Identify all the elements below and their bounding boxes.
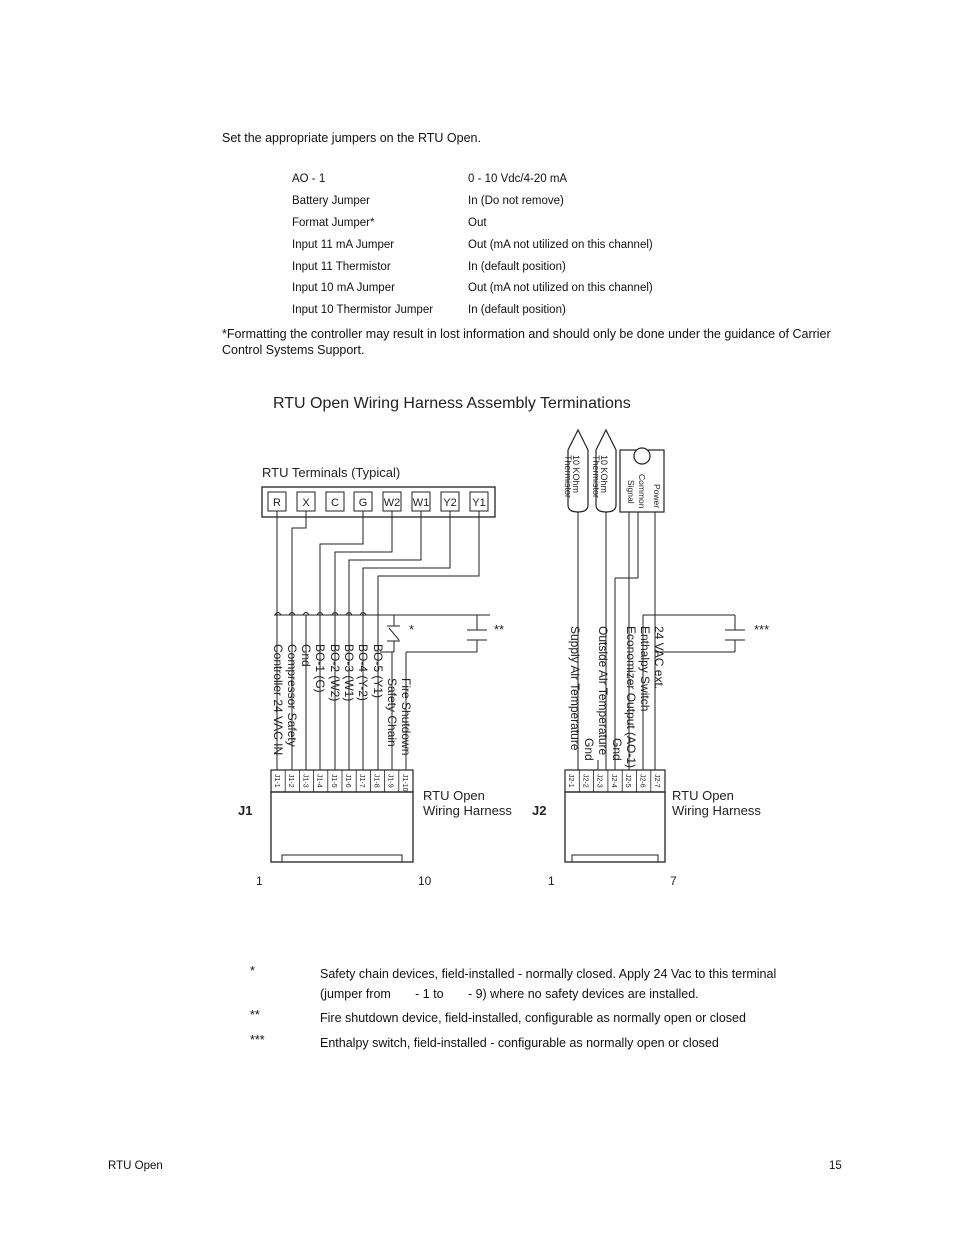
- j2-pin-label: J2-1: [567, 774, 574, 788]
- table-row: [292, 234, 692, 256]
- legend-text: [320, 1008, 820, 1028]
- j1-connector-body: [271, 792, 413, 862]
- terminal-label: C: [331, 497, 339, 509]
- jumper-name: AO - 1: [292, 172, 326, 185]
- jumper-name: Input 11 mA Jumper: [292, 238, 395, 251]
- j1-wire: [320, 511, 363, 770]
- jumper-name: Input 10 mA Jumper: [292, 282, 395, 295]
- j1-pin-label: J1-9: [386, 774, 394, 788]
- j1-wires: [275, 511, 479, 770]
- rtu-terminals-title: RTU Terminals (Typical): [262, 465, 401, 480]
- jumper-name: Format Jumper*: [292, 216, 375, 229]
- j1-wire-label: Compressor Safety: [285, 644, 299, 747]
- j1-pin-label: J1-6: [344, 774, 351, 788]
- terminal-label: W1: [412, 497, 430, 509]
- jumper-value: In (default position): [468, 260, 566, 273]
- legend-line: Safety chain devices, field-installed - normally closed. Apply 24 Vac to this terminal: [320, 967, 777, 981]
- diagram-title: RTU Open Wiring Harness Assembly Terminations: [273, 395, 631, 412]
- terminal-label: W2: [383, 497, 401, 509]
- enthalpy-common: Common: [637, 474, 647, 509]
- table-row: [292, 256, 692, 278]
- j2-pin-label: J2-3: [595, 774, 603, 788]
- j2-wire-label: Gnd: [582, 738, 596, 761]
- legend-line: Enthalpy switch, field-installed - configurable as normally open or closed: [320, 1036, 719, 1050]
- j2-wires: [598, 512, 745, 770]
- j2-pins: [567, 770, 660, 792]
- jumper-name: Battery Jumper: [292, 194, 370, 207]
- j2-harness-line2: Wiring Harness: [672, 803, 761, 818]
- j2-connector-body: [565, 792, 665, 862]
- j2-harness-line1: RTU Open: [672, 788, 734, 803]
- legend-symbol: *: [250, 964, 255, 978]
- thermistor-2-label-a: 10 KOhm: [599, 455, 609, 494]
- enthalpy-sensor-icon: [634, 448, 650, 464]
- legend-symbol: ***: [250, 1033, 265, 1047]
- j1-pin-label: J1-5: [329, 774, 337, 788]
- j2-range-end: 7: [670, 874, 677, 888]
- j2-wire-label: 24 VAC ext.: [652, 626, 666, 690]
- j2-pin-label: J2-2: [581, 774, 589, 788]
- jumper-value: Out (mA not utilized on this channel): [468, 238, 653, 251]
- legend-line: (jumper from - 1 to - 9) where no safety devices are installed.: [320, 987, 699, 1001]
- j1-pin-label: J1-2: [287, 774, 295, 788]
- marker-single: *: [409, 622, 415, 637]
- j1-label: J1: [238, 803, 253, 818]
- table-row: [292, 190, 692, 212]
- j1-pin-label: J1-7: [358, 774, 366, 788]
- legend-text: [320, 1033, 820, 1053]
- jumper-value: Out: [468, 216, 487, 229]
- j2-pin-label: J2-6: [638, 774, 646, 788]
- footer-title: RTU Open: [108, 1160, 163, 1172]
- jumper-value: Out (mA not utilized on this channel): [468, 282, 653, 295]
- enthalpy-signal: Signal: [626, 480, 636, 504]
- table-row: [292, 277, 692, 299]
- j2-wire-label: Economizer Output (AO-1): [624, 626, 638, 769]
- marker-double: **: [494, 622, 505, 637]
- rtu-terminals: [268, 492, 488, 511]
- j1-wire-label: Fire Shutdown: [399, 678, 413, 756]
- j2-wire-labels: [568, 626, 666, 768]
- terminal-label: Y2: [443, 497, 457, 509]
- terminal-label: G: [358, 497, 368, 509]
- j1-wire-label: BO-2 (W2): [328, 644, 342, 702]
- j1-pin-label: J1-10: [400, 774, 408, 792]
- page-number: 15: [829, 1160, 842, 1172]
- terminal-label: R: [273, 497, 281, 509]
- j1-wire-label: BO-3 (W1): [342, 644, 356, 702]
- legend-line: Fire shutdown device, field-installed, configurable as normally open or closed: [320, 1011, 746, 1025]
- marker-triple: ***: [754, 622, 770, 637]
- terminal-label: Y1: [472, 497, 486, 509]
- j1-wire-label: BO-4 (Y-2): [356, 644, 370, 701]
- legend-text: [320, 964, 820, 1004]
- thermistor-1-label-a: 10 KOhm: [571, 455, 581, 494]
- j1-pin-label: J1-3: [301, 774, 309, 788]
- jumper-value: In (default position): [468, 304, 566, 317]
- jumper-value: 0 - 10 Vdc/4-20 mA: [468, 172, 568, 185]
- j2-wire-label: Supply Air Temperature: [568, 626, 582, 751]
- jumper-name: Input 10 Thermistor Jumper: [292, 304, 434, 317]
- j1-wire-label: BO-5 (Y1): [371, 644, 385, 699]
- j1-wire-label: Safety Chain: [385, 678, 399, 747]
- j2-pin-label: J2-5: [624, 774, 632, 788]
- j1-pin-label: J1-1: [273, 774, 280, 788]
- j1-pins: [273, 770, 408, 792]
- enthalpy-power: Power: [652, 484, 662, 509]
- thermistor-1-label-b: Thermistor: [563, 455, 573, 499]
- j1-harness-line1: RTU Open: [423, 788, 485, 803]
- j2-wire-label: Outside Air Temperature: [596, 626, 610, 756]
- j2-range-start: 1: [548, 874, 555, 888]
- format-note: *Formatting the controller may result in lost information and should only be done under the guidance of Carrier Control Systems Support.: [222, 327, 831, 357]
- table-row: [292, 299, 692, 321]
- j1-connector-lip: [282, 855, 402, 862]
- j1-range-end: 10: [418, 874, 432, 888]
- j1-wire-label: BO-1 (G): [313, 644, 327, 693]
- j2-wire-label: Gnd: [610, 738, 624, 761]
- intro-text: Set the appropriate jumpers on the RTU Open.: [222, 131, 481, 145]
- jumper-value: In (Do not remove): [468, 194, 564, 207]
- j1-pin-label: J1-4: [315, 774, 323, 788]
- j1-harness-line2: Wiring Harness: [423, 803, 512, 818]
- fire-shutdown-contact: [406, 615, 487, 770]
- j1-pin-label: J1-8: [372, 774, 380, 788]
- j2-pin-label: J2-7: [652, 774, 660, 788]
- thermistor-2-label-b: Thermistor: [591, 455, 601, 499]
- j2-wire-label: Enthalpy Switch: [638, 626, 652, 712]
- table-row: [292, 168, 692, 190]
- j2-pin-label: J2-4: [609, 774, 617, 788]
- table-row: [292, 212, 692, 234]
- jumper-name: Input 11 Thermistor: [292, 260, 391, 273]
- j2-connector-lip: [572, 855, 658, 862]
- wiring-diagram: [0, 380, 954, 910]
- legend-symbol: **: [250, 1008, 260, 1022]
- j1-range-start: 1: [256, 874, 263, 888]
- jumper-table: [292, 168, 692, 321]
- j1-wire-label: Gnd: [299, 644, 313, 667]
- j2-label: J2: [532, 803, 547, 818]
- terminal-label: X: [302, 497, 310, 509]
- j1-wire-label: Controller 24 VAC IN: [271, 644, 285, 756]
